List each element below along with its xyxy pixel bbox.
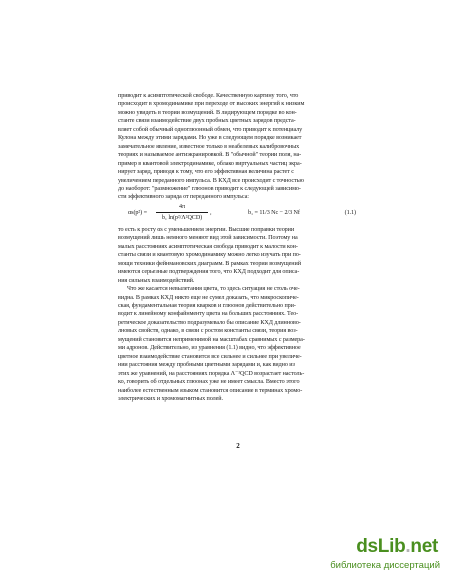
paragraph-2	[118, 226, 358, 285]
site-watermark[interactable]	[318, 536, 446, 576]
text-line: станты связи и квантовую хромодинамику можно легко изучать при по-	[118, 252, 301, 259]
site-tagline: библиотека диссертаций	[330, 560, 440, 571]
equation-fraction	[156, 203, 208, 223]
text-line: водит к линейному конфайнменту цвета на больших расстояниях. Тео-	[118, 311, 299, 318]
paragraph-1	[118, 92, 358, 202]
logo-main: dsLib	[356, 536, 406, 557]
logo-dot: .	[405, 536, 411, 557]
text-line: ми адронов. Действительно, из уравнения (1.1) видно, что эффективное	[118, 345, 301, 352]
logo-tld: net	[410, 536, 438, 557]
equation-number: (1.1)	[344, 209, 356, 216]
site-logo[interactable]	[356, 536, 438, 558]
page-number: 2	[236, 442, 240, 450]
text-line: пример в квантовой электродинамике, облако виртуальных частиц экра-	[118, 160, 302, 167]
text-line: замечательное явление, известное только в неабелевых калибровочных	[118, 143, 300, 150]
text-line: видна. В рамках КХД никто еще не сумел доказать, что микроскопиче-	[118, 294, 299, 301]
text-line: возмущений лишь немного меняют вид этой зависимости. Поэтому на	[118, 235, 298, 242]
text-line: вляет собой обычный одноглюонный обмен, что приводит к потенциалу	[118, 126, 303, 133]
equation-rhs: b₁ = 11/3 Nc − 2/3 Nf	[248, 209, 300, 216]
fraction-denominator: b₁ ln(p²/Λ²QCD)	[161, 215, 203, 222]
text-line: станте связи взаимодействие двух пробных цветных зарядов предста-	[118, 118, 296, 125]
text-line: теориях и называемое антиэкранировкой. В "обычной" теории поля, на-	[118, 152, 302, 159]
text-line: ния сильных взаимодействий.	[118, 277, 195, 284]
text-line: можно увидеть в теории возмущений. В лидирующем порядке во кон-	[118, 109, 297, 116]
text-line: ретическое доказательство подразумевало бы описание КХД длинново-	[118, 319, 301, 326]
equation-1-1	[118, 203, 358, 225]
equation-lhs: αs(p²) =	[128, 209, 147, 216]
text-line: лновых свойств, однако, в связи с ростом константы связи, теория воз-	[118, 328, 298, 335]
text-line: Кулона между этими зарядами. Но уже в следующем порядке возникает	[118, 135, 302, 142]
text-line: имеются серьезные подтверждения того, что КХД подходит для описа-	[118, 269, 300, 276]
text-line: мощи техники фейнмановских диаграмм. В рамках теории возмущений	[118, 260, 301, 267]
text-line: нии расстояния между пробными цветными зарядами и, как видно из	[118, 362, 295, 369]
paragraph-3	[118, 285, 358, 403]
text-line: этих же уравнений, на расстояниях порядка Λ⁻¹QCD возрастает настоль-	[118, 370, 305, 377]
text-line: то есть к росту αs с уменьшением энергии. Высшие поправки теории	[118, 226, 295, 233]
text-line: нирует заряд, приводя к тому, что его эффективная величина растет с	[118, 169, 294, 176]
equation-comma: ,	[210, 209, 212, 216]
text-line: наиболее естественным языком становится описание в терминах хромо-	[118, 387, 303, 394]
text-line: мущений становится неприменимой на масштабах сравнимых с размера-	[118, 336, 305, 343]
text-line: происходит в хромодинамике при переходе от высоких энергий к низким	[118, 101, 305, 108]
text-line: до наоборот: "размножение" глюонов приводит к следующей зависимо-	[118, 185, 301, 192]
text-line: увеличением переданного импульса. В КХД все происходит с точностью	[118, 177, 304, 184]
document-page	[118, 92, 358, 450]
text-line: цветное взаимодействие становится все сильнее и сильнее при увеличе-	[118, 353, 302, 360]
text-line: Что же касается невылетания цвета, то здесь ситуация не столь оче-	[127, 286, 300, 293]
text-line: ская, фундаментальная теория кварков и глюонов действительно при-	[118, 302, 296, 309]
text-line: малых расстояниях асимптотическая свобода приводит к малости кон-	[118, 243, 298, 250]
text-line: сти эффективного заряда от переданного импульса:	[118, 194, 249, 201]
text-line: приводит к асимптотической свободе. Качественную картину того, что	[118, 93, 299, 99]
text-line: электрических и хромомагнитных полей.	[118, 395, 223, 402]
text-line: ко, говорить об отдельных глюонах уже не имеет смысла. Вместо этого	[118, 379, 300, 386]
fraction-numerator: 4π	[156, 203, 208, 213]
